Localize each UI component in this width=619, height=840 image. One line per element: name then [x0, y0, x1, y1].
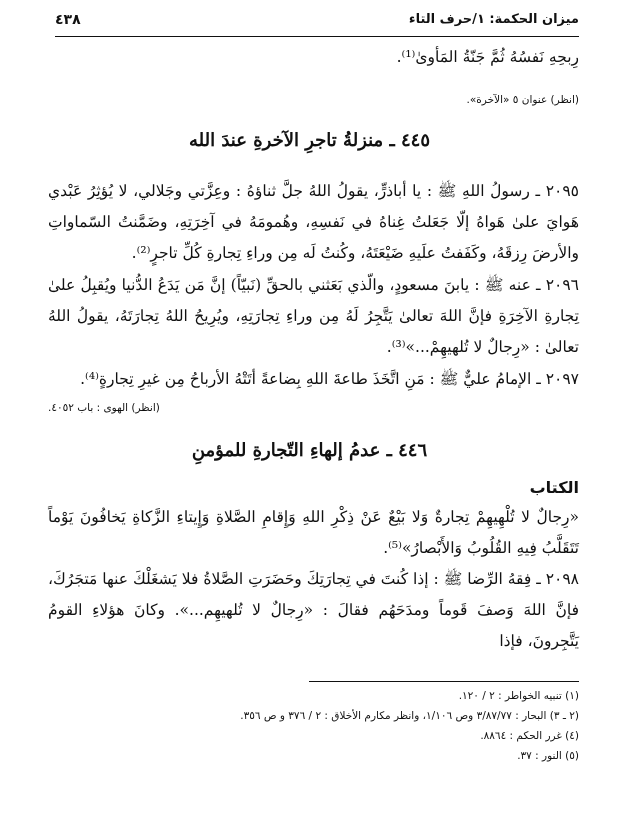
book-label: الكتاب — [529, 478, 579, 497]
running-title: ميزان الحكمة: ١/حرف التاء — [408, 12, 579, 27]
hadith-2098: ٢٠٩٨ ـ فِقهُ الرِّضا ﷺ : إذا كُنتَ في تِجارَتِكَ وحَضَرَتِ الصَّلاةُ فلا يَشغَلْكَ عنها مَتجَرُكَ، فإنَّ اللهَ وَصفَ قَوماً ومدَحَهُم فقالَ : «رِجالٌ لا تُلهيهِم...». وكانَ هؤلاءِ القومُ يَتَّجِرونَ، فإذا — [48, 570, 579, 650]
header-rule — [55, 36, 579, 37]
cross-reference-note-2: (انظر) الهوى : باب ٤٠٥٢. — [48, 402, 160, 414]
footnote-rule — [309, 681, 579, 682]
page-header — [55, 10, 579, 36]
section-445-title: ٤٤٥ ـ منزلةُ تاجرِ الآخرةِ عندَ الله — [188, 130, 431, 151]
footnote-4: (٤) غرر الحكم : ٨٨٦٤. — [480, 730, 579, 742]
footnote-2-3: (٢ ـ ٣) البحار : ٣/٨٧/٧٧ وص ١/١٠٦، وانظر مكارم الأخلاق : ٢ / ٣٧٦ و ص ٣٥٦. — [240, 710, 579, 722]
footnote-5: (٥) النور : ٣٧. — [517, 750, 579, 762]
footnote-1: (١) تنبيه الخواطر : ٢ / ١٢٠. — [458, 690, 579, 702]
hadith-2096: ٢٠٩٦ ـ عنه ﷺ : يابنَ مسعودٍ، والّذي بَعَثني بالحقِّ (نَبيّاً) إنَّ مَن يَدَعُ الدُّنيا ويُقبِلُ علىٰ تِجارةِ الآخِرَةِ فإنَّ اللهَ تعالىٰ يَتَّجِرُ لَهُ مِن وراءِ تِجارَتِهِ، ويُرِيحُ اللهُ تِجارَتَهُ، يقولُ اللهُ تعالىٰ : «رِجالٌ لا تُلهيهِمْ...»⁽³⁾. — [48, 276, 579, 356]
quran-verse: «رِجالٌ لا تُلْهِيهِمْ تِجارةٌ وَلا بَيْعٌ عَنْ ذِكْرِ اللهِ وَإِقامِ الصَّلاةِ وَإِيتاءِ الزَّكاةِ يَخافُونَ يَوْماً تَتَقَلَّبُ فِيهِ القُلُوبُ وَالأَبْصارُ»⁽⁵⁾. — [48, 508, 579, 557]
page-number: ٤٣٨ — [55, 12, 81, 28]
continued-text: رِبحِهِ نَفسُهُ ثُمَّ جَنّةُ المَأوىٰ⁽¹⁾. — [396, 48, 579, 66]
cross-reference-note: (انظر) عنوان ٥ «الآخرة». — [466, 94, 579, 106]
hadith-2097: ٢٠٩٧ ـ الإمامُ عليٌّ ﷺ : مَنِ اتَّخَذَ طاعةَ اللهِ بِضاعةً أتَتْهُ الأرباحُ مِن غيرِ تِجارةٍ⁽⁴⁾. — [80, 370, 579, 388]
section-446-title: ٤٤٦ ـ عدمُ إلهاءِ التّجارةِ للمؤمنِ — [191, 440, 428, 461]
hadith-2095: ٢٠٩٥ ـ رسولُ اللهِ ﷺ : يا أباذرٍّ، يقولُ اللهُ جلَّ ثناؤهُ : وعِزَّتي وجَلالي، لا يُؤثِرُ عَبْدي هَوايَ علىٰ هَواهُ إلّا جَعَلتُ غِناهُ في نَفسِهِ، وهُمومَهُ في آخِرَتِهِ، وضَمَّنتُ السّماواتِ والأرضَ رِزقَهُ، وكَفَفتُ علَيهِ ضَيْعَتَهُ، وكُنتُ لَه مِن وراءِ تِجارةِ كُلِّ تاجرٍ⁽²⁾. — [48, 182, 579, 262]
